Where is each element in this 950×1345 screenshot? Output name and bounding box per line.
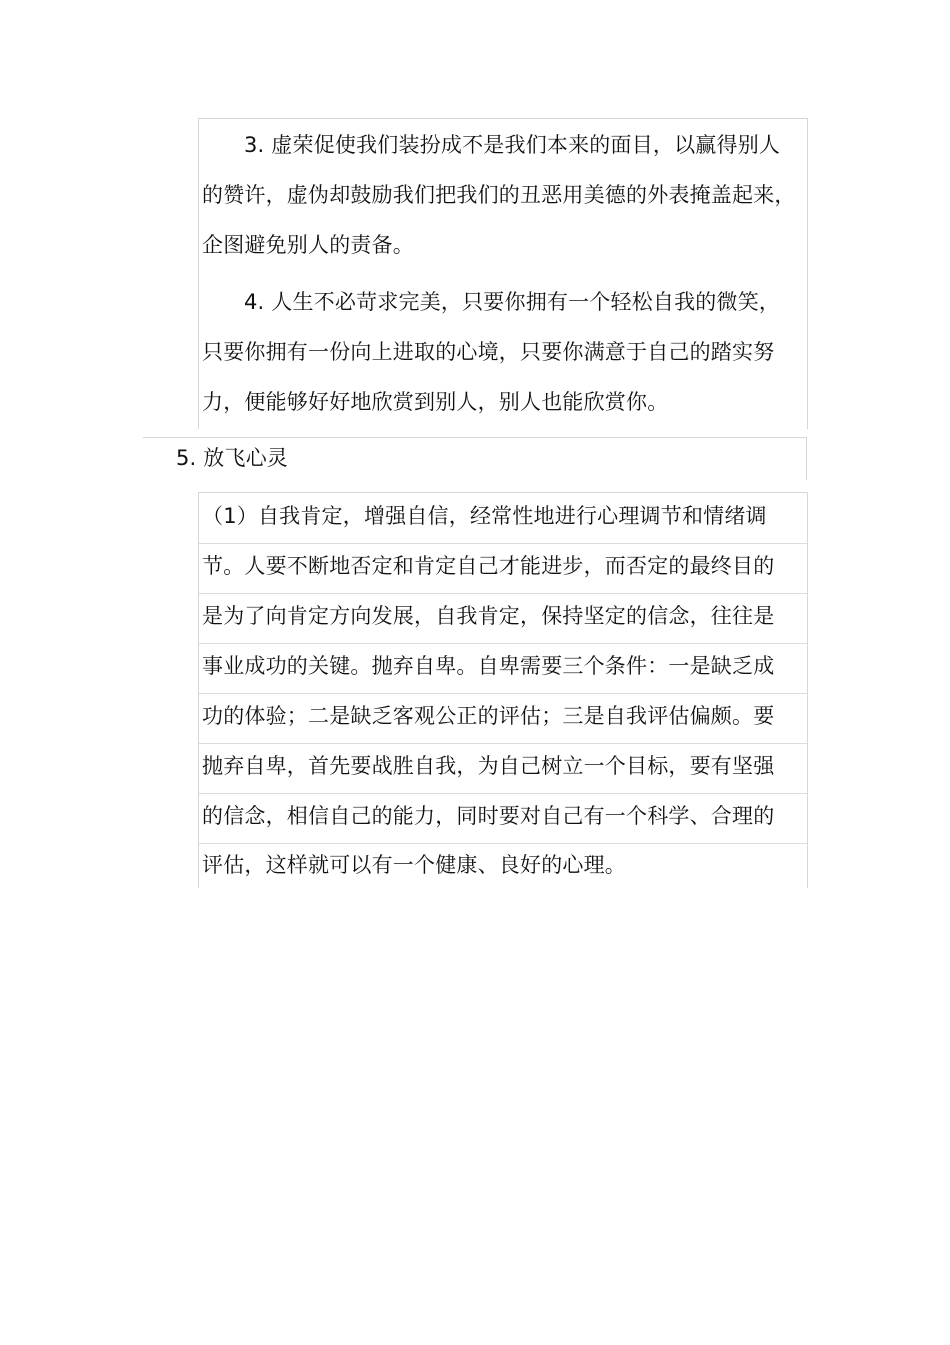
- paragraph-5-1-line: （1）自我肯定，增强自信，经常性地进行心理调节和情绪调: [202, 504, 767, 528]
- row-divider: [199, 543, 807, 544]
- text-block-lower: [198, 492, 808, 888]
- paragraph-5-1-line: 功的体验；二是缺乏客观公正的评估；三是自我评估偏颇。要: [202, 704, 775, 728]
- paragraph-4-line: 4. 人生不必苛求完美，只要你拥有一个轻松自我的微笑，: [244, 290, 781, 314]
- paragraph-3-line: 企图避免别人的责备。: [202, 233, 414, 257]
- text-block-upper: [198, 118, 808, 429]
- paragraph-5-1-line: 事业成功的关键。抛弃自卑。自卑需要三个条件：一是缺乏成: [202, 654, 775, 678]
- row-divider: [199, 593, 807, 594]
- paragraph-3-line: 3. 虚荣促使我们装扮成不是我们本来的面目，以赢得别人: [244, 133, 781, 157]
- paragraph-5-1-line: 节。人要不断地否定和肯定自己才能进步，而否定的最终目的: [202, 554, 775, 578]
- paragraph-5-1-line: 是为了向肯定方向发展，自我肯定，保持坚定的信念，往往是: [202, 604, 775, 628]
- paragraph-3-line: 的赞许，虚伪却鼓励我们把我们的丑恶用美德的外表掩盖起来，: [202, 183, 796, 207]
- row-divider: [199, 843, 807, 844]
- paragraph-5-1-line: 抛弃自卑，首先要战胜自我，为自己树立一个目标，要有坚强: [202, 754, 775, 778]
- paragraph-4-line: 力，便能够好好地欣赏到别人，别人也能欣赏你。: [202, 390, 669, 414]
- row-divider: [199, 743, 807, 744]
- row-divider: [199, 693, 807, 694]
- paragraph-5-1-line: 的信念，相信自己的能力，同时要对自己有一个科学、合理的: [202, 804, 775, 828]
- row-divider: [199, 643, 807, 644]
- paragraph-5-1-line: 评估，这样就可以有一个健康、良好的心理。: [202, 853, 626, 877]
- paragraph-4-line: 只要你拥有一份向上进取的心境，只要你满意于自己的踏实努: [202, 340, 775, 364]
- section-heading: 5. 放飞心灵: [176, 446, 289, 470]
- row-divider: [199, 793, 807, 794]
